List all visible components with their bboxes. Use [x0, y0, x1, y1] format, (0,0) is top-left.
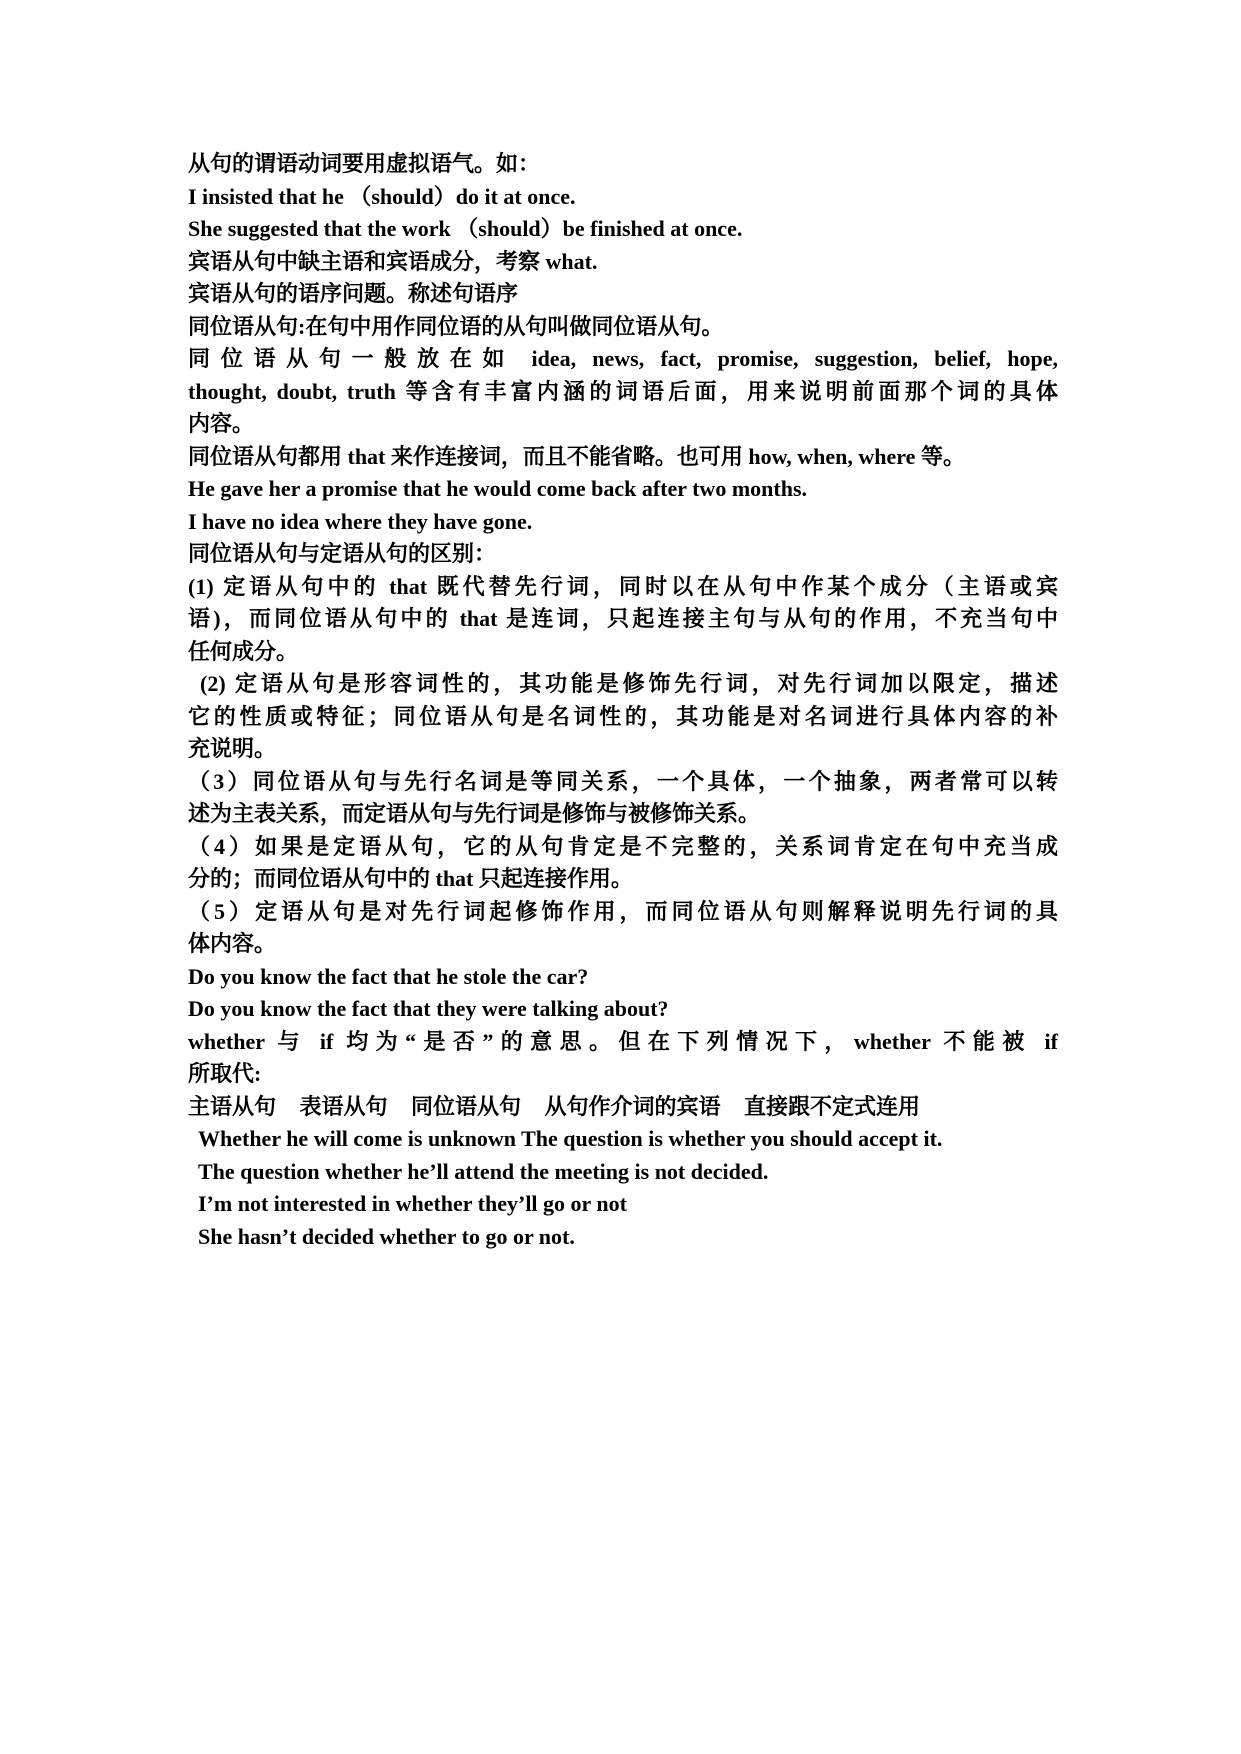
text-line: 充说明。: [188, 736, 277, 761]
text-line: 从句的谓语动词要用虚拟语气。如：: [188, 151, 541, 176]
example-sentence: I have no idea where they have gone.: [188, 508, 533, 534]
text-line: 体内容。: [188, 931, 277, 956]
example-sentence: Do you know the fact that he stole the car?: [188, 963, 589, 989]
text-line: 同位语从句都用 that 来作连接词，而且不能省略。也可用 how, when, where 等。: [188, 443, 965, 469]
example-sentence: She suggested that the work （should）be finished at once.: [188, 216, 743, 241]
section-heading: 同位语从句:在句中用作同位语的从句叫做同位语从句。: [188, 313, 724, 339]
example-sentence: The question whether he’ll attend the meeting is not decided.: [198, 1158, 769, 1184]
text-line: 语)，而同位语从句中的 that 是连词，只起连接主句与从句的作用，不充当句中: [188, 606, 1058, 631]
text-line: 宾语从句中缺主语和宾语成分，考察 what.: [188, 248, 598, 274]
text-line: 宾语从句的语序问题。称述句语序: [188, 281, 519, 306]
example-sentence: She hasn’t decided whether to go or not.: [198, 1223, 575, 1249]
text-line: 任何成分。: [188, 638, 299, 664]
text-line: 所取代:: [188, 1061, 262, 1086]
text-line: 分的；而同位语从句中的 that 只起连接作用。: [188, 866, 633, 891]
text-line: 主语从句 表语从句 同位语从句 从句作介词的宾语 直接跟不定式连用: [188, 1093, 921, 1119]
list-item: (1) 定语从句中的 that 既代替先行词，同时以在从句中作某个成分（主语或宾: [188, 573, 1058, 599]
list-item: (2) 定语从句是形容词性的，其功能是修饰先行词，对先行词加以限定，描述: [200, 671, 1058, 696]
text-line: 述为主表关系，而定语从句与先行词是修饰与被修饰关系。: [188, 801, 761, 826]
text-line: 同位语从句一般放在如 idea, news, fact, promise, suggestion, belief, hope,: [188, 346, 1058, 371]
list-item: （5）定语从句是对先行词起修饰作用，而同位语从句则解释说明先行词的具: [188, 898, 1058, 924]
text-line: whether 与 if 均为“是否”的意思。但在下列情况下，whether 不能被 if: [188, 1028, 1058, 1054]
list-item: （4）如果是定语从句，它的从句肯定是不完整的，关系词肯定在句中充当成: [188, 833, 1058, 859]
document-page: [188, 148, 1058, 1253]
list-item: （3）同位语从句与先行名词是等同关系，一个具体，一个抽象，两者常可以转: [188, 768, 1058, 794]
example-sentence: Whether he will come is unknown The question is whether you should accept it.: [198, 1126, 943, 1151]
section-heading: 同位语从句与定语从句的区别：: [188, 541, 497, 566]
example-sentence: He gave her a promise that he would come back after two months.: [188, 476, 808, 501]
text-line: 它的性质或特征；同位语从句是名词性的，其功能是对名词进行具体内容的补: [188, 703, 1058, 729]
example-sentence: Do you know the fact that they were talking about?: [188, 996, 669, 1021]
example-sentence: I insisted that he （should）do it at once.: [188, 183, 576, 209]
text-line: thought, doubt, truth 等含有丰富内涵的词语后面，用来说明前面那个词的具体: [188, 378, 1058, 404]
text-line: 内容。: [188, 411, 255, 436]
example-sentence: I’m not interested in whether they’ll go or not: [198, 1191, 627, 1216]
